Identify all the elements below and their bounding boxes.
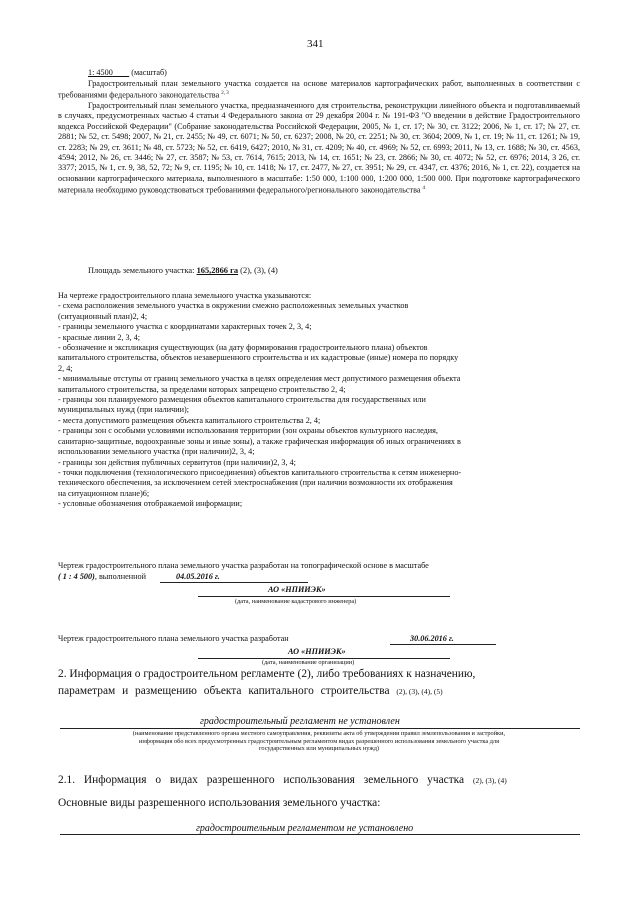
section2-value: градостроительный регламент не установлен [200, 716, 400, 727]
section2-heading-line1 [58, 668, 475, 680]
drawing-item: - красные линии 2, 3, 4; [58, 332, 141, 342]
section2-caption [58, 730, 580, 753]
scale-value: 1: 4500 [88, 68, 113, 77]
drawing-item: технического обеспечения, за исключением сетей электроснабжения (при наличии возможности их отображения [58, 478, 453, 488]
section2-caption-line: государственных или муниципальных нужд) [258, 745, 380, 753]
developed-date: 30.06.2016 г. [410, 634, 454, 643]
drawing-item: - условные обозначения отображаемой информации; [58, 499, 243, 509]
drawing-item: - границы зон с особыми условиями использования территории (зон охраны объектов культурного наследия, [58, 426, 438, 436]
drawing-item: на ситуационном плане)6; [58, 488, 150, 498]
topo-scale: ( 1 : 4 500) [58, 572, 95, 581]
drawing-item: капитального строительства, объектов незавершенного строительства и их кадастровые (иные) номера по порядку [58, 353, 459, 363]
area-refs: (2), (3), (4) [240, 266, 278, 275]
paragraph-cartographic-text: Градостроительный план земельного участка создается на основе материалов картографических работ, выполненных в соответствии с требованиями федерального законодательства [58, 79, 580, 101]
drawing-item: - границы зон действия публичных сервитутов (при наличии)2, 3, 4; [58, 457, 296, 467]
drawing-item: - границы зон планируемого размещения объектов капитального строительства для государственных или [58, 395, 426, 405]
paragraph-linear-object-ref: 4 [422, 186, 426, 192]
section21-main-types: Основные виды разрешенного использования земельного участка: [58, 797, 381, 809]
section21-heading-text: 2.1. Информация о видах разрешенного использования земельного участка [58, 774, 465, 786]
drawing-item: (ситуационный план)2, 4; [58, 311, 148, 321]
section21-refs: (2), (3), (4) [472, 776, 507, 785]
drawing-item: - схема расположения земельного участка в окружении смежно расположенных земельных участков [58, 301, 409, 311]
section2-heading-line1-text: 2. Информация о градостроительном регламенте (2), либо требованиях к назначению, [58, 668, 476, 680]
developed-text: Чертеж градостроительного плана земельного участка разработан [58, 634, 289, 643]
section2-caption-line: (наименование представленного органа местного самоуправления, реквизиты акта об утверждении правил землепользования и застройки, [132, 730, 506, 737]
drawing-intro: На чертеже градостроительного плана земельного участка указываются: [58, 291, 312, 300]
section21-value: градостроительным регламентом не установлено [196, 823, 414, 834]
topo-line [58, 572, 146, 581]
paragraph-linear-object [58, 101, 580, 196]
topo-done-label: , выполненной [94, 572, 147, 581]
developed-caption: (дата, наименование организации) [262, 659, 355, 666]
area-value: 165,2866 га [196, 266, 239, 275]
page-number: 341 [307, 38, 324, 50]
drawing-item: санитарно-защитные, водоохранные зоны и иные зоны), а также графическая информация об иных ограничениях в [58, 436, 461, 446]
topo-caption: (дата, наименование кадастрового инженера) [235, 598, 357, 605]
topo-text [58, 561, 580, 571]
drawing-item: использовании земельного участка (при наличии)2, 3, 4; [58, 447, 255, 457]
area-line [88, 266, 278, 275]
drawing-item: капитального строительства, за пределами которых запрещено строительство 2, 4; [58, 384, 346, 394]
section21-heading [58, 774, 507, 786]
section2-caption-line: информация обо всех предусмотренных градостроительным регламентом видах разрешенного использования земельного участка для [139, 737, 499, 745]
section2-refs: (2), (3), (4), (5) [396, 687, 443, 696]
drawing-item: - минимальные отступы от границ земельного участка в целях определения мест допустимого размещения объекта [58, 374, 461, 384]
paragraph-cartographic-ref: 2, 3 [221, 91, 229, 97]
drawing-item: - места допустимого размещения объекта капитального строительства 2, 4; [58, 415, 321, 425]
drawing-item: - обозначение и экспликация существующих (на дату формирования градостроительного плана) объектов [58, 343, 428, 353]
paragraph-cartographic [58, 79, 580, 102]
drawing-item: 2, 4; [58, 363, 73, 373]
section2-heading-line2-text: параметрам и размещению объекта капитального строительства [58, 685, 390, 697]
section2-heading-line2 [58, 685, 443, 697]
scale-label: (масштаб) [131, 68, 167, 77]
paragraph-linear-object-text: Градостроительный план земельного участка, предназначенного для строительства, реконструкции линейного объекта и подготавливаемый в случаях, предусмотренных частью 4 статьи 4 Федерального закона от 29 декабря 2004 г. № 191-ФЗ "О введении в действие Градостроительного кодекса Российской Федерации" (Собрание законодательства Российской Федерации, 2005, № 1, ст. 17; № 30, ст. 3122; 2006, № 1, ст. 17; № 27, ст. 2881; № 52, ст. 5498; 2007, № 21, ст. 2455; № 49, ст. 6071; № 50, ст. 6237; 2008, № 20, ст. 2251; № 30, ст. 3604; 2009, № 1, ст. 19; № 11, ст. 1261; № 19, ст. 2283; № 29, ст. 3611; № 48, ст. 5723; № 52, ст. 6419, 6427; 2010, № 31, ст. 4209; № 40, ст. 4969; № 52, ст. 6993; 2011, № 13, ст. 1688; № 30, ст. 4563, 4594; 2012, № 26, ст. 3446; № 27, ст. 3587; № 53, ст. 7614, 7615; 2013, № 14, ст. 1651; № 23, ст. 2866; № 30, ст. 4072; № 52, ст. 6976; 2014, 3 26, ст. 3377; 2015, № 1, ст. 9, 38, 52, 72; № 9, ст. 1195; № 10, ст. 1418; № 17, ст. 2477, № 27, ст. 3951; № 29, ст. 4347, ст. 4376; 2016, № 1, ст. 22), создается на основании картографического материала, выполненного в масштабе: 1:50 000, 1:100 000, 1:200 000, 1:500 000. При подготовке картографического материала необходимо руководствоваться требованиями федерального/регионального законодательства [58, 101, 580, 195]
scale-line [88, 68, 167, 77]
area-label: Площадь земельного участка: [88, 266, 195, 275]
developed-org: АО «НПИИЭК» [288, 647, 346, 656]
drawing-item: муниципальных нужд (при наличии); [58, 405, 190, 415]
drawing-item: - точки подключения (технологического присоединения) объектов капитального строительства к сетям инженерно- [58, 467, 462, 477]
drawing-contents [58, 291, 578, 510]
topo-text-body: Чертеж градостроительного плана земельного участка разработан на топографической основе в масштабе [58, 561, 429, 570]
topo-org: АО «НПИИЭК» [268, 585, 326, 594]
topo-date: 04.05.2016 г. [176, 572, 220, 581]
drawing-item: - границы земельного участка с координатами характерных точек 2, 3, 4; [58, 322, 312, 332]
